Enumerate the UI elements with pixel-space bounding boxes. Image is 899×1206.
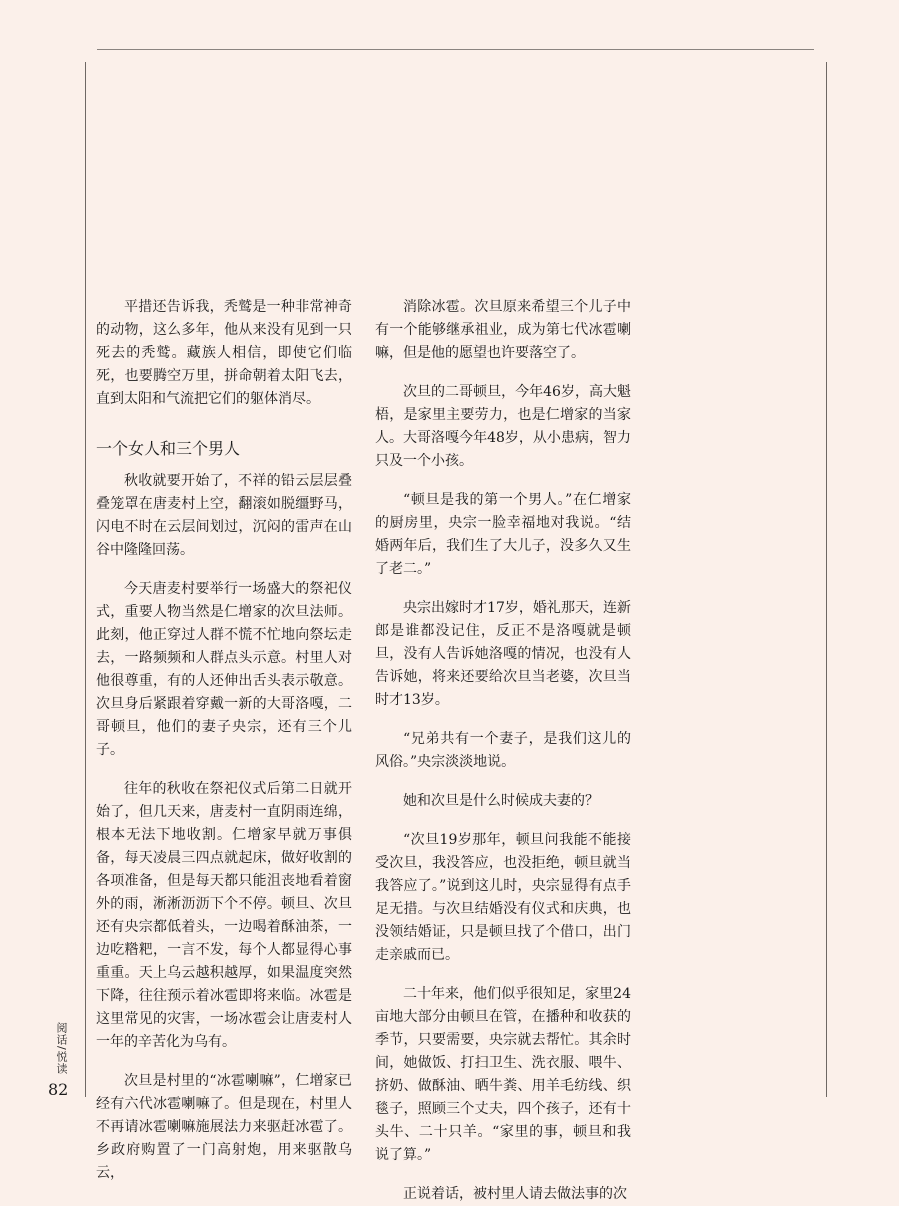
paragraph: “顿旦是我的第一个男人。”在仁增家的厨房里，央宗一脸幸福地对我说。“结婚两年后，我们生了大儿子，没多久又生了老二。” [375, 492, 631, 577]
section-heading: 一个女人和三个男人 [96, 439, 241, 458]
top-rule [97, 49, 814, 50]
paragraph: 次旦的二哥顿旦，今年46岁，高大魁梧，是家里主要劳力，也是仁增家的当家人。大哥洛嘎今年48岁，从小患病，智力只及一个小孩。 [375, 384, 631, 469]
paragraph: 正说着话，被村里人请去做法事的次 [403, 1186, 627, 1202]
paragraph: “次旦19岁那年，顿旦问我能不能接受次旦，我没答应，也没拒绝，顿旦就当我答应了。”说到这儿时，央宗显得有点手足无措。与次旦结婚没有仪式和庆典，也没领结婚证，只是顿旦找了个借口，出门走亲戚而已。 [375, 832, 631, 963]
paragraph: 往年的秋收在祭祀仪式后第二日就开始了，但几天来，唐麦村一直阴雨连绵，根本无法下地收割。仁增家早就万事俱备，每天凌晨三四点就起床，做好收割的各项准备，但是每天都只能沮丧地看着窗外的雨，淅淅沥沥下个不停。顿旦、次旦还有央宗都低着头，一边喝着酥油茶，一边吃糌粑，一言不发，每个人都显得心事重重。天上乌云越积越厚，如果温度突然下降，往往预示着冰雹即将来临。冰雹是这里常见的灾害，一场冰雹会让唐麦村人一年的辛苦化为乌有。 [96, 781, 352, 1050]
folio [48, 1022, 78, 1078]
paragraph: 消除冰雹。次旦原来希望三个儿子中有一个能够继承祖业，成为第七代冰雹喇嘛，但是他的愿望也许要落空了。 [375, 299, 631, 361]
paragraph: 秋收就要开始了，不祥的铅云层层叠叠笼罩在唐麦村上空，翻滚如脱缰野马，闪电不时在云层间划过，沉闷的雷声在山谷中隆隆回荡。 [96, 473, 352, 558]
paragraph: 央宗出嫁时才17岁，婚礼那天，连新郎是谁都没记住，反正不是洛嘎就是顿旦，没有人告诉她洛嘎的情况，也没有人告诉她，将来还要给次旦当老婆，次旦当时才13岁。 [375, 600, 631, 708]
paragraph: “兄弟共有一个妻子，是我们这儿的风俗。”央宗淡淡地说。 [375, 731, 631, 770]
right-margin-rule [826, 62, 827, 1097]
left-column [96, 296, 352, 1185]
paragraph: 今天唐麦村要举行一场盛大的祭祀仪式，重要人物当然是仁增家的次旦法师。此刻，他正穿过人群不慌不忙地向祭坛走去，一路频频和人群点头示意。村里人对他很尊重，有的人还伸出舌头表示敬意。次旦身后紧跟着穿戴一新的大哥洛嘎，二哥顿旦，他们的妻子央宗，还有三个儿子。 [96, 581, 352, 758]
paragraph: 她和次旦是什么时候成夫妻的？ [403, 793, 599, 809]
left-margin-rule [85, 62, 86, 1097]
paragraph: 次旦是村里的“冰雹喇嘛”，仁增家已经有六代冰雹喇嘛了。但是现在，村里人不再请冰雹喇嘛施展法力来驱赶冰雹了。乡政府购置了一门高射炮，用来驱散乌云， [96, 1073, 352, 1181]
page-number: 82 [48, 1080, 69, 1099]
right-column [375, 296, 631, 1206]
section-label: 阅话/悦读 [55, 1022, 68, 1075]
paragraph: 二十年来，他们似乎很知足，家里24亩地大部分由顿旦在管，在播种和收获的季节，只要需要，央宗就去帮忙。其余时间，她做饭、打扫卫生、洗衣服、喂牛、挤奶、做酥油、晒牛粪、用羊毛纺线、织毯子，照顾三个丈夫，四个孩子，还有十头牛、二十只羊。“家里的事，顿旦和我说了算。” [375, 986, 631, 1163]
paragraph: 平措还告诉我，秃鹫是一种非常神奇的动物，这么多年，他从来没有见到一只死去的秃鹫。藏族人相信，即使它们临死，也要腾空万里，拼命朝着太阳飞去，直到太阳和气流把它们的躯体消尽。 [96, 299, 352, 407]
